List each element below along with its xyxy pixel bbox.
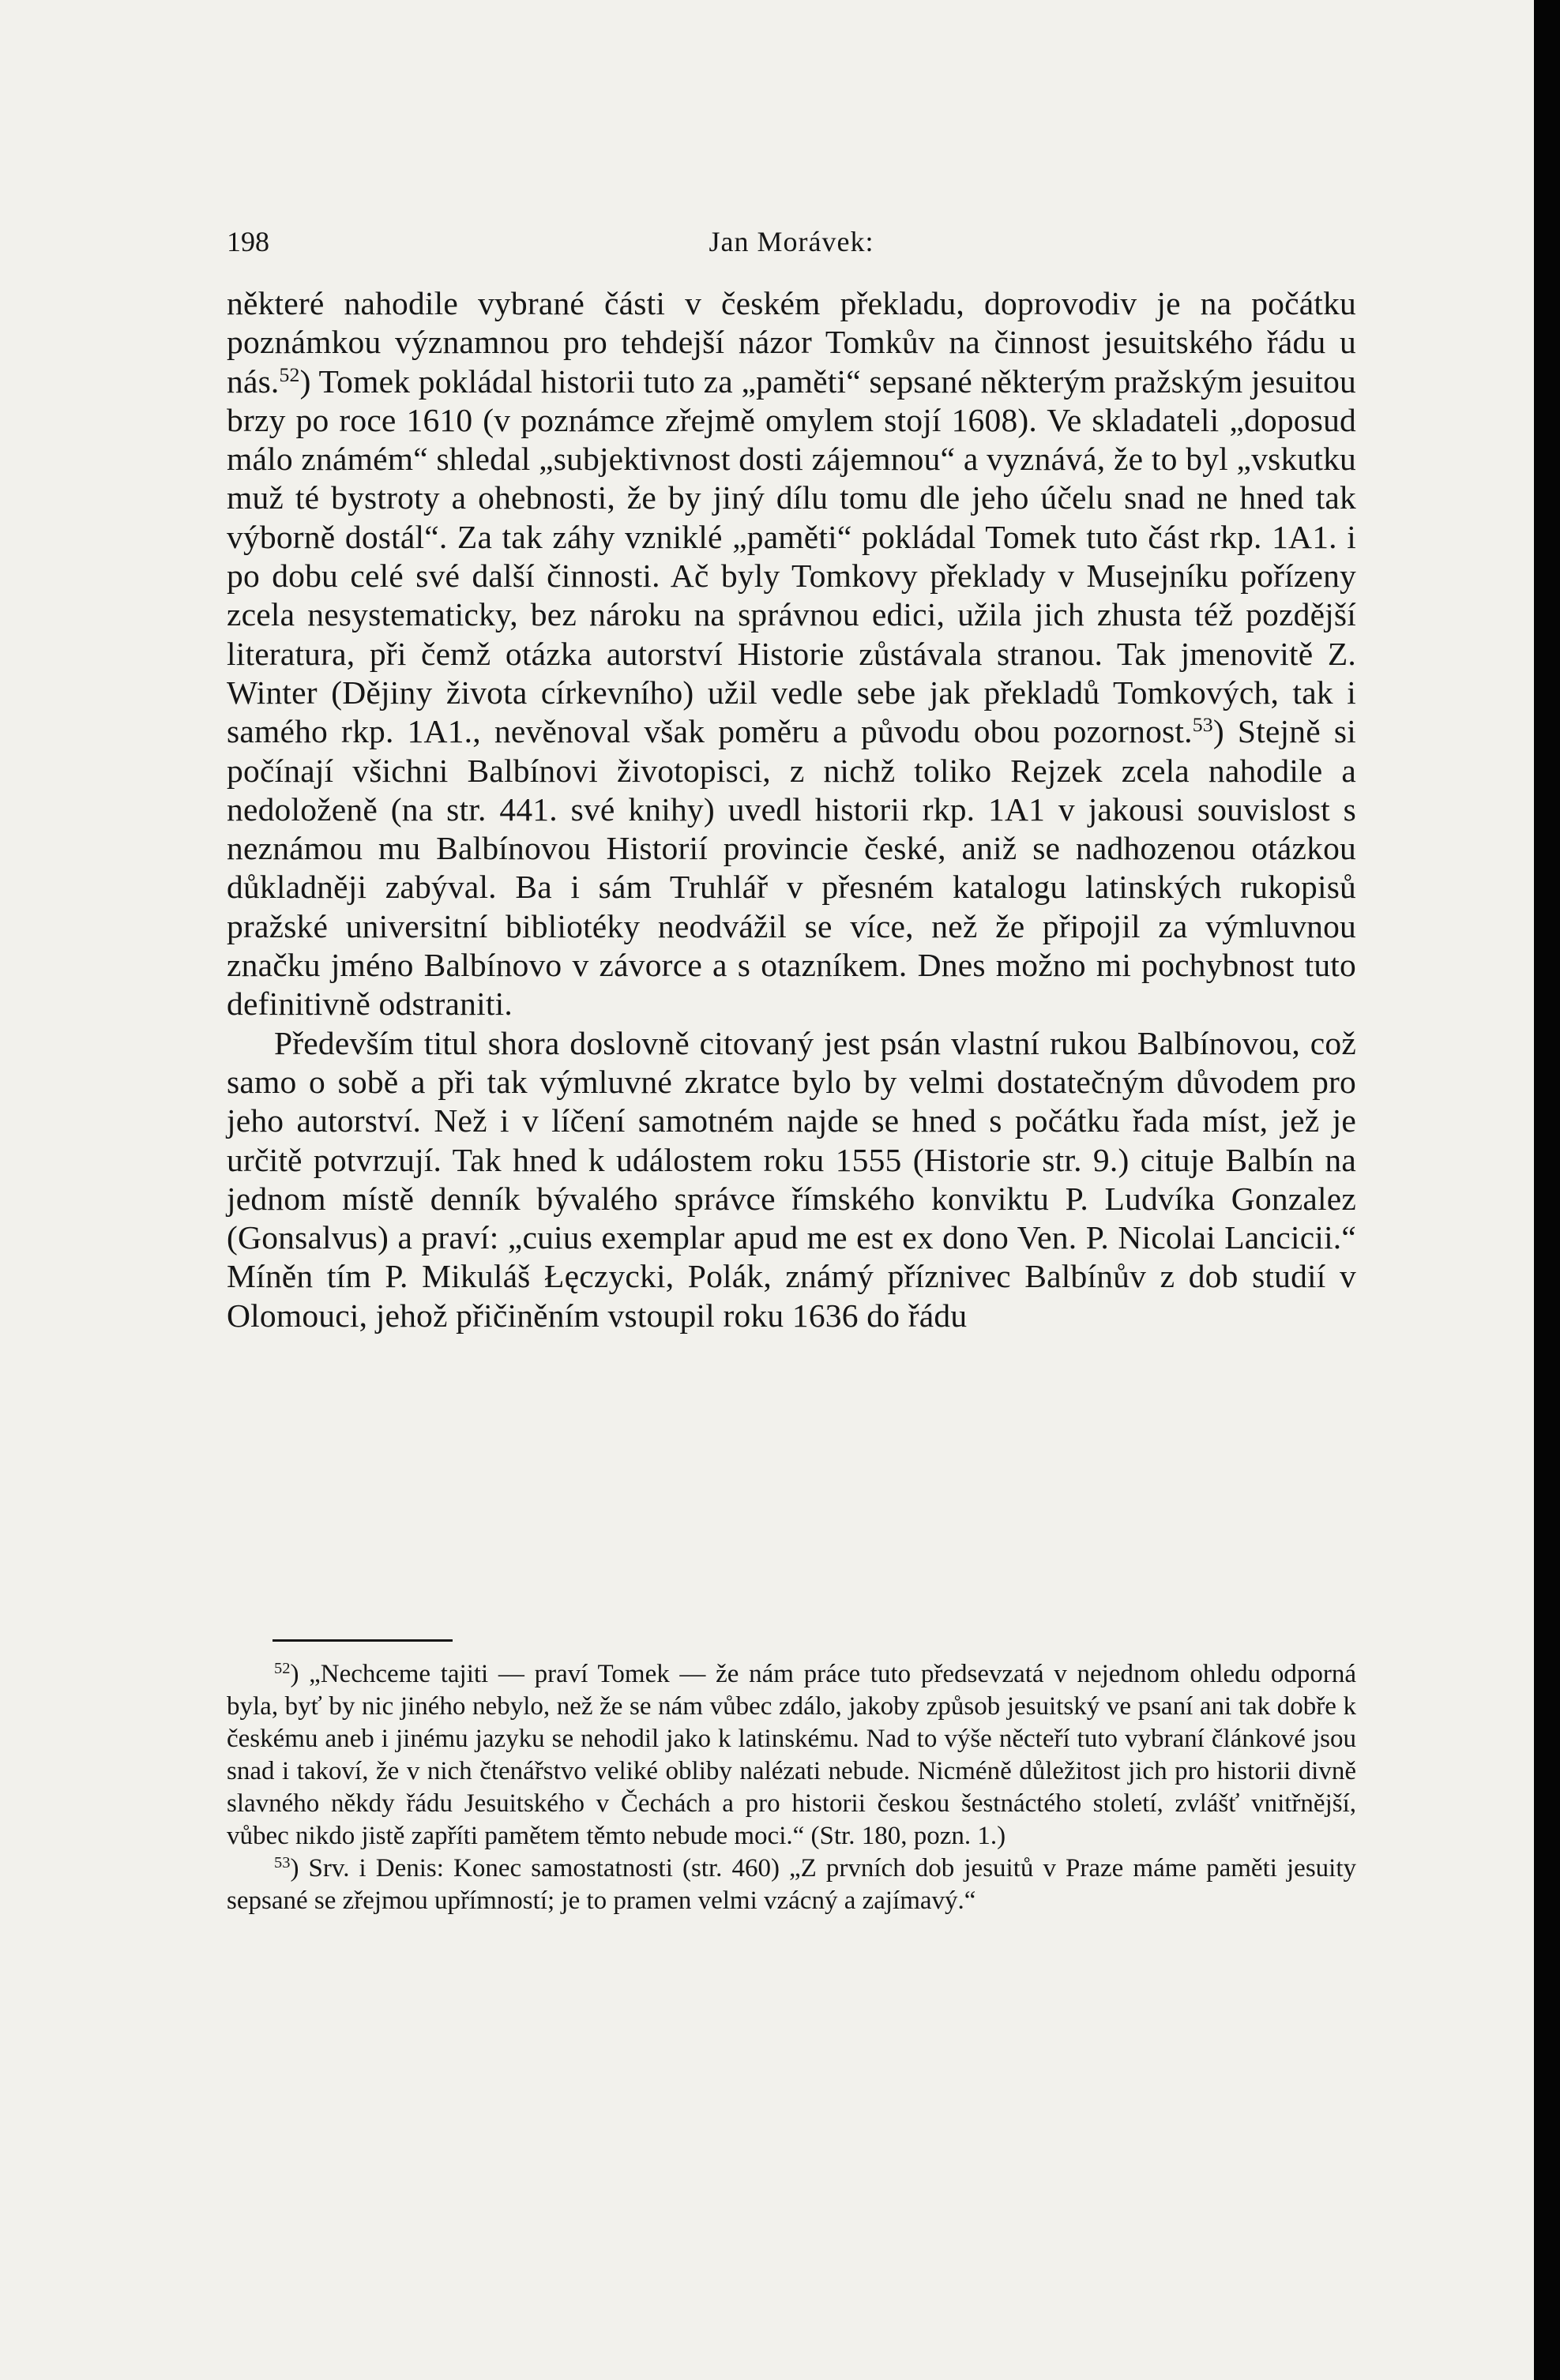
footnote-52 [227,1658,1356,1853]
footnote-number: 53 [274,1853,291,1871]
running-title: Jan Morávek: [709,226,874,257]
main-text [227,284,1356,1335]
footnote-number: 52 [274,1659,291,1677]
paragraph-1 [227,284,1356,1024]
footnotes [227,1658,1356,1917]
paragraph-1-part-1: některé nahodile vybrané části v českém překladu, doprovodiv je na počátku poznámkou významnou pro tehdejší názor Tomkův na činnost jesuitského řádu u nás. [227,285,1356,400]
page-number: 198 [227,226,269,257]
paragraph-1-part-2: ) Tomek pokládal historii tuto za „paměti“ sepsané některým pražským jesuitou brzy po roce 1610 (v poznámce zřejmě omylem stojí 1608). Ve skladateli „doposud málo známém“ shledal „subjektivnost dosti zájemnou“ a vyznává, že to byl „vskutku muž té bystroty a ohebnosti, že by jiný dílu tomu dle jeho účelu snad ne hned tak výborně dostál“. Za tak záhy vzniklé „paměti“ pokládal Tomek tuto část rkp. 1A1. i po dobu celé své další činnosti. Ač byly Tomkovy překlady v Musejníku pořízeny zcela nesystematicky, bez nároku na správnou edici, užila jich zhusta též pozdější literatura, při čemž otázka autorství Historie zůstávala stranou. Tak jmenovitě Z. Winter (Dějiny života církevního) užil vedle sebe jak překladů Tomkových, tak i samého rkp. 1A1., nevěnoval však poměru a původu obou pozornost. [227,362,1356,750]
footnote-ref-53: 53 [1192,713,1213,737]
paragraph-1-part-3: ) Stejně si počínají všichni Balbínovi životopisci, z nichž toliko Rejzek zcela nahodile a nedoloženě (na str. 441. své knihy) uvedl historii rkp. 1A1 v jakousi souvislost s neznámou mu Balbínovou Historií provincie české, aniž se nadhozenou otázkou důkladněji zabýval. Ba i sám Truhlář v přesném katalogu latinských rukopisů pražské universitní bibliotéky neodvážil se více, než že připojil za výmluvnou značku jméno Balbínovo v závorce a s otazníkem. Dnes možno mi pochybnost tuto definitivně odstraniti. [227,713,1357,1023]
running-head [227,218,1356,265]
footnote-ref-52: 52 [279,362,300,386]
paragraph-2: Především titul shora doslovně citovaný jest psán vlastní rukou Balbínovou, což samo o sobě a při tak výmluvné zkratce bylo by velmi dostatečným důvodem pro jeho autorství. Než i v líčení samotném najde se hned s počátku řada míst, jež je určitě potvrzují. Tak hned k událostem roku 1555 (Historie str. 9.) cituje Balbín na jednom místě denník bývalého správce římského konviktu P. Ludvíka Gonzalez (Gonsalvus) a praví: „cuius exemplar apud me est ex dono Ven. P. Nicolai Lancicii.“ Míněn tím P. Mikuláš Łęczycki, Polák, známý příznivec Balbínův z dob studií v Olomouci, jehož přičiněním vstoupil roku 1636 do řádu [227,1024,1356,1334]
footnote-divider [273,1639,453,1642]
footnote-text: ) „Nechceme tajiti — praví Tomek — že nám práce tuto předsevzatá v nejednom ohledu odporná byla, byť by nic jiného nebylo, než že se nám vůbec zdálo, jakoby způsob jesuitský ve psaní ani tak dobře k českému aneb i jinému jazyku se nehodil jako k latinskému. Nad to výše něcteří tuto vybraní článkové jsou snad i takoví, že v nich čtenářstvo veliké obliby nalézati nebude. Nicméně důležitost jich pro historii divně slavného někdy řádu Jesuitského v Čechách a pro historii českou šestnáctého století, zvlášť vnitřnější, vůbec nikdo jistě zapříti pamětem těmto nebude moci.“ (Str. 180, pozn. 1.) [227,1660,1356,1850]
footnote-53 [227,1853,1356,1917]
scan-border [1534,0,1560,2380]
footnote-text: ) Srv. i Denis: Konec samostatnosti (str. 460) „Z prvních dob jesuitů v Praze máme paměti jesuity sepsané se zřejmou upřímností; je to pramen velmi vzácný a zajímavý.“ [227,1854,1356,1915]
